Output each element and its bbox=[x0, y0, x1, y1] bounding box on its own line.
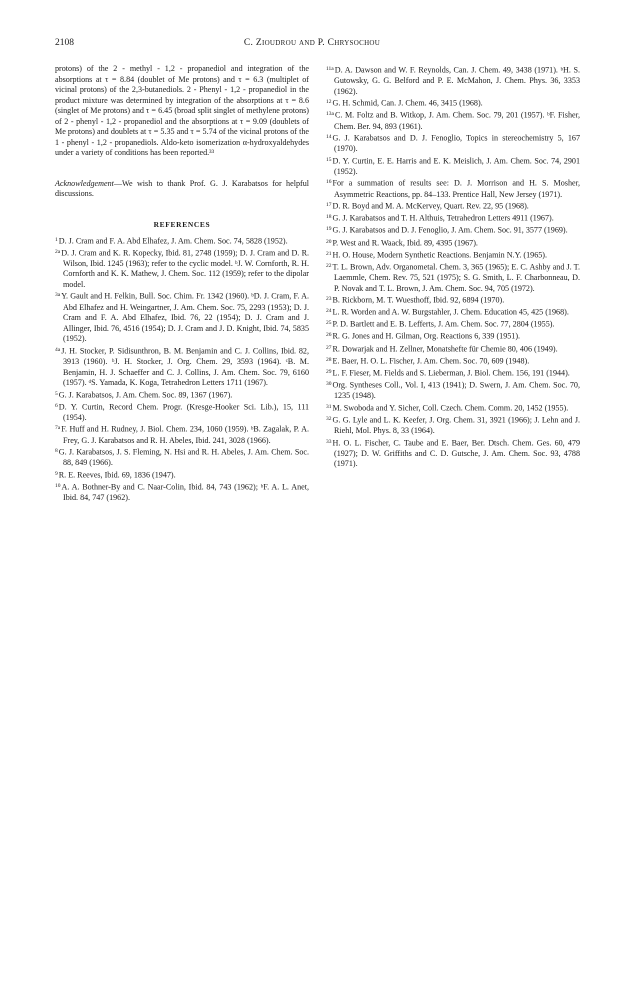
reference-text: P. D. Bartlett and E. B. Lefferts, J. Am. Chem. Soc. 77, 2804 (1955). bbox=[332, 319, 555, 329]
reference-item bbox=[55, 290, 309, 344]
reference-number: 33 bbox=[326, 438, 332, 445]
reference-text: G. J. Karabatsos and T. H. Althuis, Tetrahedron Letters 4911 (1967). bbox=[332, 213, 554, 223]
reference-number: 30 bbox=[326, 381, 332, 388]
reference-number: 27 bbox=[326, 344, 332, 351]
reference-number: 22 bbox=[326, 262, 332, 269]
acknowledgement bbox=[55, 179, 309, 200]
reference-text: H. O. House, Modern Synthetic Reactions. Benjamin N.Y. (1965). bbox=[332, 250, 548, 260]
reference-item bbox=[326, 414, 580, 437]
reference-text: J. H. Stocker, P. Sidisunthron, B. M. Benjamin and C. J. Collins, Ibid. 82, 3913 (1960). ᵇJ. H. Stocker, J. Org. Chem. 29, 3593 (1964). ᶜB. M. Benjamin, H. J. Schaeffer and C. J. Collins, J. Am. Chem. Soc. 79, 6160 (1957). ᵈS. Yamada, K. Koga, Tetrahedron Letters 1711 (1967). bbox=[61, 346, 309, 388]
reference-item bbox=[326, 355, 580, 367]
reference-text: B. Rickborn, M. T. Wuesthoff, Ibid. 92, 6894 (1970). bbox=[332, 295, 505, 305]
reference-item bbox=[55, 423, 309, 446]
reference-item bbox=[326, 97, 580, 109]
body-paragraph: protons) of the 2 - methyl - 1,2 - propanediol and integration of the absorptions at τ = 8.84 (doublet of Me protons) and τ = 6.3 (multiplet of vicinal protons) of the 2,3-butanediols. 2 - Phenyl - 1,2 - propanediol in the product mixture was determined by integration of the absorptions at τ = 8.6 (singlet of Me protons) and τ = 6.45 (broad split singlet of methylene protons) of 2 - phenyl - 1,2 - propanediol and the absorptions at τ = 9.09 (doublets of Me protons) and doublets at τ = 5.35 and τ = 5.74 of the vicinal protons of the 1 - phenyl - 1,2 - propanediols. Aldo-keto isomerization α-hydroxyaldehydes under a variety of conditions has been reported.³³ bbox=[55, 64, 309, 158]
reference-number: 31 bbox=[326, 403, 332, 410]
reference-item bbox=[55, 345, 309, 389]
reference-item bbox=[326, 306, 580, 318]
reference-text: D. A. Dawson and W. F. Reynolds, Can. J. Chem. 49, 3438 (1971). ᵇH. S. Gutowsky, G. G. Belford and P. E. McMahon, J. Chem. Phys. 36, 3353 (1962). bbox=[334, 65, 580, 96]
reference-text: D. J. Cram and F. A. Abd Elhafez, J. Am. Chem. Soc. 74, 5828 (1952). bbox=[58, 236, 288, 246]
reference-number: 16 bbox=[326, 179, 332, 186]
reference-number: 23 bbox=[326, 296, 332, 303]
references-heading: REFERENCES bbox=[153, 220, 211, 230]
reference-text: D. R. Boyd and M. A. McKervey, Quart. Rev. 22, 95 (1968). bbox=[332, 201, 529, 211]
reference-number: 24 bbox=[326, 308, 332, 315]
page-header bbox=[55, 38, 569, 52]
reference-text: M. Swoboda and Y. Sicher, Coll. Czech. Chem. Comm. 20, 1452 (1955). bbox=[332, 403, 569, 413]
reference-item bbox=[326, 294, 580, 306]
reference-text: P. West and R. Waack, Ibid. 89, 4395 (1967). bbox=[332, 238, 478, 248]
reference-text: D. Y. Curtin, E. E. Harris and E. K. Meislich, J. Am. Chem. Soc. 74, 2901 (1952). bbox=[332, 156, 580, 176]
reference-item bbox=[326, 155, 580, 178]
reference-text: H. O. L. Fischer, C. Taube and E. Baer, Ber. Dtsch. Chem. Ges. 60, 479 (1927); D. W. Griffiths and C. D. Gutsche, J. Am. Chem. Soc. 93, 4788 (1971). bbox=[332, 438, 580, 469]
reference-text: G. H. Schmid, Can. J. Chem. 46, 3415 (1968). bbox=[332, 98, 483, 108]
reference-item bbox=[326, 109, 580, 132]
reference-text: L. F. Fieser, M. Fields and S. Lieberman, J. Biol. Chem. 156, 191 (1944). bbox=[332, 368, 570, 378]
reference-item bbox=[55, 481, 309, 504]
reference-number: 28 bbox=[326, 356, 332, 363]
reference-number: 10 bbox=[55, 482, 61, 489]
reference-number: 11a bbox=[326, 66, 334, 72]
reference-text: E. Baer, H. O. L. Fischer, J. Am. Chem. Soc. 70, 609 (1948). bbox=[332, 356, 530, 366]
reference-text: Y. Gault and H. Felkin, Bull. Soc. Chim. Fr. 1342 (1960). ᵇD. J. Cram, F. A. Abd Elhafez and H. Weingartner, J. Am. Chem. Soc. 75, 2293 (1953); D. J. Cram and F. A. Abd Elhafez, Ibid. 76, 22 (1954); D. J. Cram and J. Allinger, Ibid. 76, 4516 (1954); D. J. Cram and J. D. Knight, Ibid. 74, 5835 (1952). bbox=[61, 292, 309, 344]
reference-number: 14 bbox=[326, 134, 332, 141]
reference-item bbox=[55, 235, 309, 247]
left-column bbox=[55, 64, 309, 504]
acknowledgement-text: —We wish to thank Prof. G. J. Karabatsos for helpful discussions. bbox=[55, 178, 309, 199]
reference-item bbox=[326, 132, 580, 155]
reference-number: 20 bbox=[326, 238, 332, 245]
reference-item bbox=[326, 402, 580, 414]
reference-item bbox=[326, 212, 580, 224]
reference-number: 8 bbox=[55, 448, 58, 455]
reference-text: R. G. Jones and H. Gilman, Org. Reactions 6, 339 (1951). bbox=[332, 332, 521, 342]
reference-number: 12 bbox=[326, 99, 332, 106]
reference-text: Org. Syntheses Coll., Vol. I, 413 (1941); D. Swern, J. Am. Chem. Soc. 70, 1235 (1948). bbox=[332, 380, 580, 401]
reference-text: G. J. Karabatsos and D. J. Fenoglio, Topics in stereochemistry 5, 167 (1970). bbox=[332, 133, 580, 154]
reference-item bbox=[55, 247, 309, 291]
reference-number: 19 bbox=[326, 226, 332, 233]
reference-number: 1 bbox=[55, 236, 58, 243]
reference-number: 21 bbox=[326, 250, 332, 257]
reference-text: R. E. Reeves, Ibid. 69, 1836 (1947). bbox=[58, 470, 176, 480]
reference-item bbox=[326, 224, 580, 236]
reference-text: F. Huff and H. Rudney, J. Biol. Chem. 234, 1060 (1959). ᵇB. Zagalak, P. A. Frey, G. J. Karabatsos and R. H. Abeles, Ibid. 241, 3028 (1966). bbox=[61, 425, 309, 445]
reference-item bbox=[326, 200, 580, 212]
reference-number: 7a bbox=[55, 425, 61, 432]
reference-text: L. R. Worden and A. W. Burgstahler, J. Chem. Education 45, 425 (1968). bbox=[332, 307, 569, 317]
reference-text: D. J. Cram and K. R. Kopecky, Ibid. 81, 2748 (1959); D. J. Cram and D. R. Wilson, Ibid. 1245 (1963); refer to the cyclic model. ᵇJ. W. Cornforth, R. H. Cornforth and K. K. Mathew, J. Chem. Soc. 112 (1959); refer to the dipolar model. bbox=[61, 248, 309, 289]
reference-text: T. L. Brown, Adv. Organometal. Chem. 3, 365 (1965); E. C. Ashby and J. T. Laemmle, Chem. Rev. 75, 521 (1975); S. G. Smith, L. F. Charbonneau, D. P. Novak and T. L. Brown, J. Am. Chem. Soc. 94, 705 (1972). bbox=[332, 262, 580, 293]
reference-number: 5 bbox=[55, 390, 58, 397]
reference-text: G. J. Karabatsos, J. S. Fleming, N. Hsi and R. H. Abeles, J. Am. Chem. Soc. 88, 849 (1966). bbox=[58, 447, 309, 468]
reference-text: A. A. Bothner-By and C. Naar-Colin, Ibid. 84, 743 (1962); ᵇF. A. L. Anet, Ibid. 84, 747 (1962). bbox=[61, 482, 309, 503]
reference-text: R. Dowarjak and H. Zellner, Monatshefte für Chemie 80, 406 (1949). bbox=[332, 344, 558, 354]
reference-item bbox=[55, 389, 309, 401]
reference-item bbox=[326, 330, 580, 342]
reference-text: G. J. Karabatsos, J. Am. Chem. Soc. 89, 1367 (1967). bbox=[58, 390, 233, 400]
reference-number: 18 bbox=[326, 214, 332, 221]
reference-number: 2a bbox=[55, 248, 61, 255]
acknowledgement-label: Acknowledgement bbox=[55, 178, 114, 188]
references-list-left bbox=[55, 235, 309, 504]
reference-item bbox=[326, 343, 580, 355]
running-title: C. Zioudrou and P. Chrysochou bbox=[243, 38, 381, 48]
reference-text: For a summation of results see: D. J. Morrison and H. S. Mosher, Asymmetric Reactions, pp. 84–133. Prentice Hall, New Jersey (1971). bbox=[332, 179, 580, 199]
reference-text: C. M. Foltz and B. Witkop, J. Am. Chem. Soc. 79, 201 (1957). ᵇF. Fisher, Chem. Ber. 94, 893 (1961). bbox=[334, 110, 580, 131]
reference-number: 29 bbox=[326, 368, 332, 375]
reference-number: 26 bbox=[326, 332, 332, 339]
reference-item bbox=[326, 318, 580, 330]
reference-number: 6 bbox=[55, 402, 58, 409]
reference-number: 3a bbox=[55, 292, 61, 299]
reference-number: 17 bbox=[326, 202, 332, 209]
reference-number: 15 bbox=[326, 156, 332, 163]
reference-number: 13a bbox=[326, 111, 334, 118]
references-list-right bbox=[326, 64, 580, 470]
reference-text: D. Y. Curtin, Record Chem. Progr. (Kresge-Hooker Sci. Lib.), 15, 111 (1954). bbox=[58, 402, 309, 422]
reference-item bbox=[326, 367, 580, 379]
reference-number: 25 bbox=[326, 320, 332, 327]
reference-text: G. G. Lyle and L. K. Keefer, J. Org. Chem. 31, 3921 (1966); J. Lehn and J. Riehl, Mol. Phys. 8, 33 (1964). bbox=[332, 415, 580, 436]
reference-item bbox=[55, 401, 309, 424]
reference-item bbox=[326, 237, 580, 249]
reference-item bbox=[326, 177, 580, 200]
reference-number: 4a bbox=[55, 346, 61, 353]
reference-item bbox=[326, 64, 580, 97]
reference-text: G. J. Karabatsos and D. J. Fenoglio, J. Am. Chem. Soc. 91, 3577 (1969). bbox=[332, 226, 568, 235]
reference-item bbox=[326, 261, 580, 294]
reference-item bbox=[55, 446, 309, 469]
reference-item bbox=[326, 437, 580, 470]
reference-item bbox=[326, 249, 580, 261]
right-column bbox=[326, 64, 580, 470]
reference-item bbox=[55, 469, 309, 481]
reference-number: 9 bbox=[55, 470, 58, 477]
page-number: 2108 bbox=[55, 38, 74, 48]
reference-item bbox=[326, 379, 580, 402]
reference-number: 32 bbox=[326, 415, 332, 422]
